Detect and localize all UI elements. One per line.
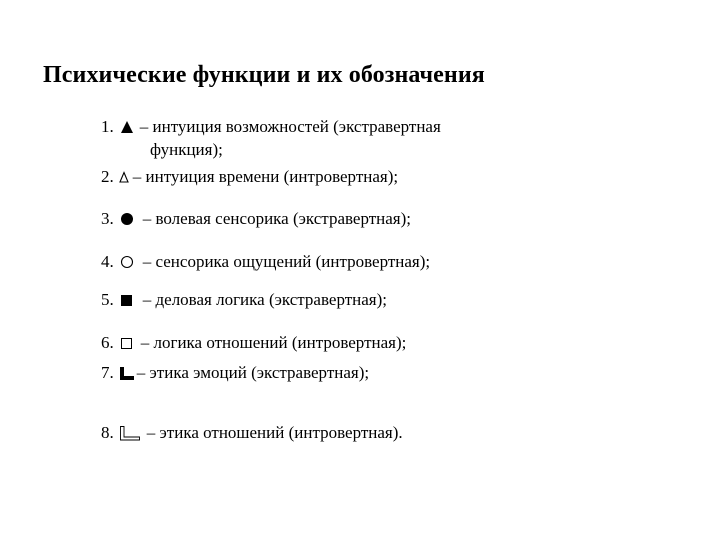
item-number: 1. (101, 117, 114, 136)
item-text: – волевая сенсорика (экстравертная); (142, 209, 412, 228)
page-title: Психические функции и их обозначения (43, 62, 485, 88)
list-item-6 (101, 332, 406, 354)
filled-circle-icon (119, 211, 135, 227)
list-item-8 (101, 422, 403, 444)
outline-square-icon (119, 335, 135, 351)
item-number: 8. (101, 423, 114, 442)
item-text: – этика эмоций (экстравертная); (136, 363, 370, 382)
list-item-7 (101, 362, 369, 384)
outline-circle-icon (119, 254, 135, 270)
list-item-3 (101, 208, 411, 230)
item-number: 3. (101, 209, 114, 228)
item-number: 4. (101, 252, 114, 271)
item-text: – этика отношений (интровертная). (146, 423, 403, 442)
outline-triangle-icon (119, 169, 129, 185)
item-text: – сенсорика ощущений (интровертная); (142, 252, 431, 271)
filled-corner-icon (119, 365, 135, 381)
item-text: – интуиция возможностей (экстравертная (139, 117, 441, 136)
item-text: – логика отношений (интровертная); (140, 333, 407, 352)
list-item-1-continuation: функция); (150, 140, 223, 159)
item-number: 2. (101, 167, 114, 186)
item-number: 5. (101, 290, 114, 309)
filled-triangle-icon (119, 119, 135, 135)
list-item-2 (101, 166, 398, 188)
list-item-5 (101, 289, 387, 311)
item-text: – деловая логика (экстравертная); (142, 290, 387, 309)
item-number: 6. (101, 333, 114, 352)
filled-square-icon (119, 292, 135, 308)
item-text: – интуиция времени (интровертная); (132, 167, 399, 186)
list-item-1 (101, 116, 441, 138)
item-number: 7. (101, 363, 114, 382)
list-item-4 (101, 251, 430, 273)
outline-corner-icon (119, 425, 141, 441)
